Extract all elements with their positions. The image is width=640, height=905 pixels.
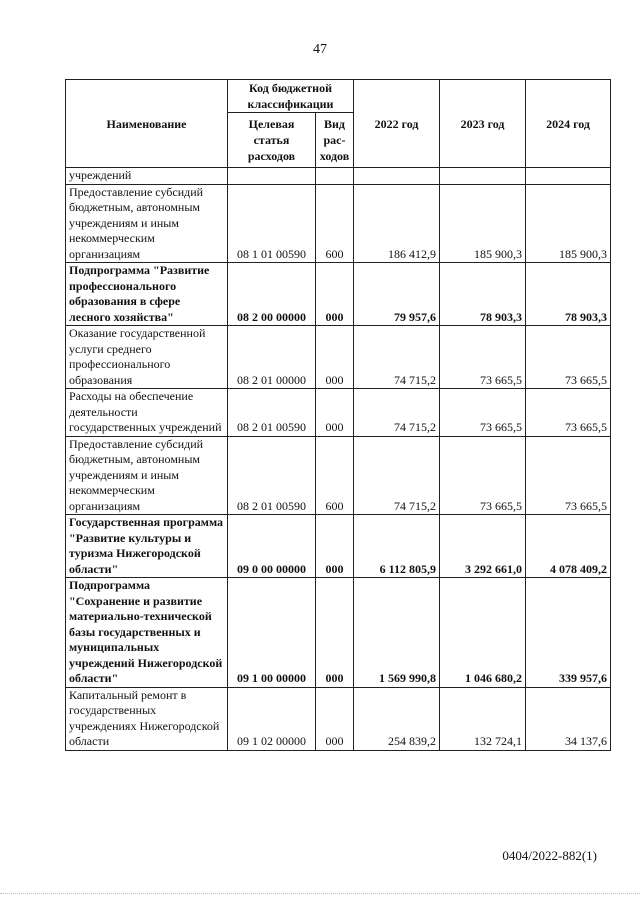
row-2024: 34 137,6: [526, 687, 611, 750]
row-2024: 339 957,6: [526, 578, 611, 688]
row-2023: 1 046 680,2: [440, 578, 526, 688]
row-kind: 000: [316, 687, 354, 750]
row-2022: 79 957,6: [354, 263, 440, 326]
table-row: [66, 184, 611, 263]
header-2023: 2023 год: [440, 80, 526, 168]
row-2022: 186 412,9: [354, 184, 440, 263]
row-target: 08 2 00 00000: [228, 263, 316, 326]
row-target: 08 1 01 00590: [228, 184, 316, 263]
row-2022: 74 715,2: [354, 436, 440, 515]
row-target: 08 2 01 00590: [228, 436, 316, 515]
row-2023: 73 665,5: [440, 436, 526, 515]
table-row: [66, 578, 611, 688]
row-kind: 000: [316, 515, 354, 578]
header-code-group: Код бюджетной классификации: [228, 80, 354, 113]
row-2024: 4 078 409,2: [526, 515, 611, 578]
row-2023: 185 900,3: [440, 184, 526, 263]
table-header: [66, 80, 611, 168]
budget-table: [65, 79, 611, 751]
row-2024: 73 665,5: [526, 436, 611, 515]
row-target: 09 0 00 00000: [228, 515, 316, 578]
row-2022: 254 839,2: [354, 687, 440, 750]
row-2024: 73 665,5: [526, 389, 611, 437]
row-2022: 6 112 805,9: [354, 515, 440, 578]
row-2023: 73 665,5: [440, 326, 526, 389]
row-target: 08 2 01 00590: [228, 389, 316, 437]
row-kind: 000: [316, 326, 354, 389]
row-name: Расходы на обеспечение деятельности государственных учреждений: [66, 389, 228, 437]
scan-edge-marks: [0, 893, 640, 896]
row-2024: 78 903,3: [526, 263, 611, 326]
row-2023: 73 665,5: [440, 389, 526, 437]
page-number: 47: [313, 42, 327, 57]
row-name: Предоставление субсидий бюджетным, автономным учреждениям и иным некоммерческим организациям: [66, 436, 228, 515]
table-row: [66, 436, 611, 515]
row-2023: 3 292 661,0: [440, 515, 526, 578]
row-2024: [526, 168, 611, 185]
document-code: 0404/2022-882(1): [502, 848, 597, 863]
row-name: Предоставление субсидий бюджетным, автономным учреждениям и иным некоммерческим организациям: [66, 184, 228, 263]
row-name: Государственная программа "Развитие культуры и туризма Нижегородской области": [66, 515, 228, 578]
row-2022: [354, 168, 440, 185]
header-2022: 2022 год: [354, 80, 440, 168]
row-name: Капитальный ремонт в государственных учреждениях Нижегородской области: [66, 687, 228, 750]
header-name: Наименование: [66, 80, 228, 168]
row-target: 09 1 00 00000: [228, 578, 316, 688]
table-row: [66, 326, 611, 389]
row-target: [228, 168, 316, 185]
row-2022: 74 715,2: [354, 326, 440, 389]
row-2024: 185 900,3: [526, 184, 611, 263]
row-target: 08 2 01 00000: [228, 326, 316, 389]
row-2023: 132 724,1: [440, 687, 526, 750]
table-row: [66, 263, 611, 326]
header-2024: 2024 год: [526, 80, 611, 168]
row-kind: 000: [316, 389, 354, 437]
table-body: [66, 168, 611, 751]
table-row: [66, 168, 611, 185]
header-kind: Вид рас-ходов: [316, 113, 354, 168]
row-name: Оказание государственной услуги среднего профессионального образования: [66, 326, 228, 389]
row-2022: 1 569 990,8: [354, 578, 440, 688]
row-name: Подпрограмма "Сохранение и развитие материально-технической базы государственных и муниципальных учреждений Нижегородской области": [66, 578, 228, 688]
row-2022: 74 715,2: [354, 389, 440, 437]
row-kind: 000: [316, 263, 354, 326]
row-2023: 78 903,3: [440, 263, 526, 326]
row-2023: [440, 168, 526, 185]
row-target: 09 1 02 00000: [228, 687, 316, 750]
row-name: учреждений: [66, 168, 228, 185]
row-2024: 73 665,5: [526, 326, 611, 389]
row-kind: 000: [316, 578, 354, 688]
table-row: [66, 389, 611, 437]
table-row: [66, 687, 611, 750]
row-kind: 600: [316, 436, 354, 515]
row-kind: 600: [316, 184, 354, 263]
row-name: Подпрограмма "Развитие профессионального образования в сфере лесного хозяйства": [66, 263, 228, 326]
row-kind: [316, 168, 354, 185]
header-target: Целевая статья расходов: [228, 113, 316, 168]
table-row: [66, 515, 611, 578]
